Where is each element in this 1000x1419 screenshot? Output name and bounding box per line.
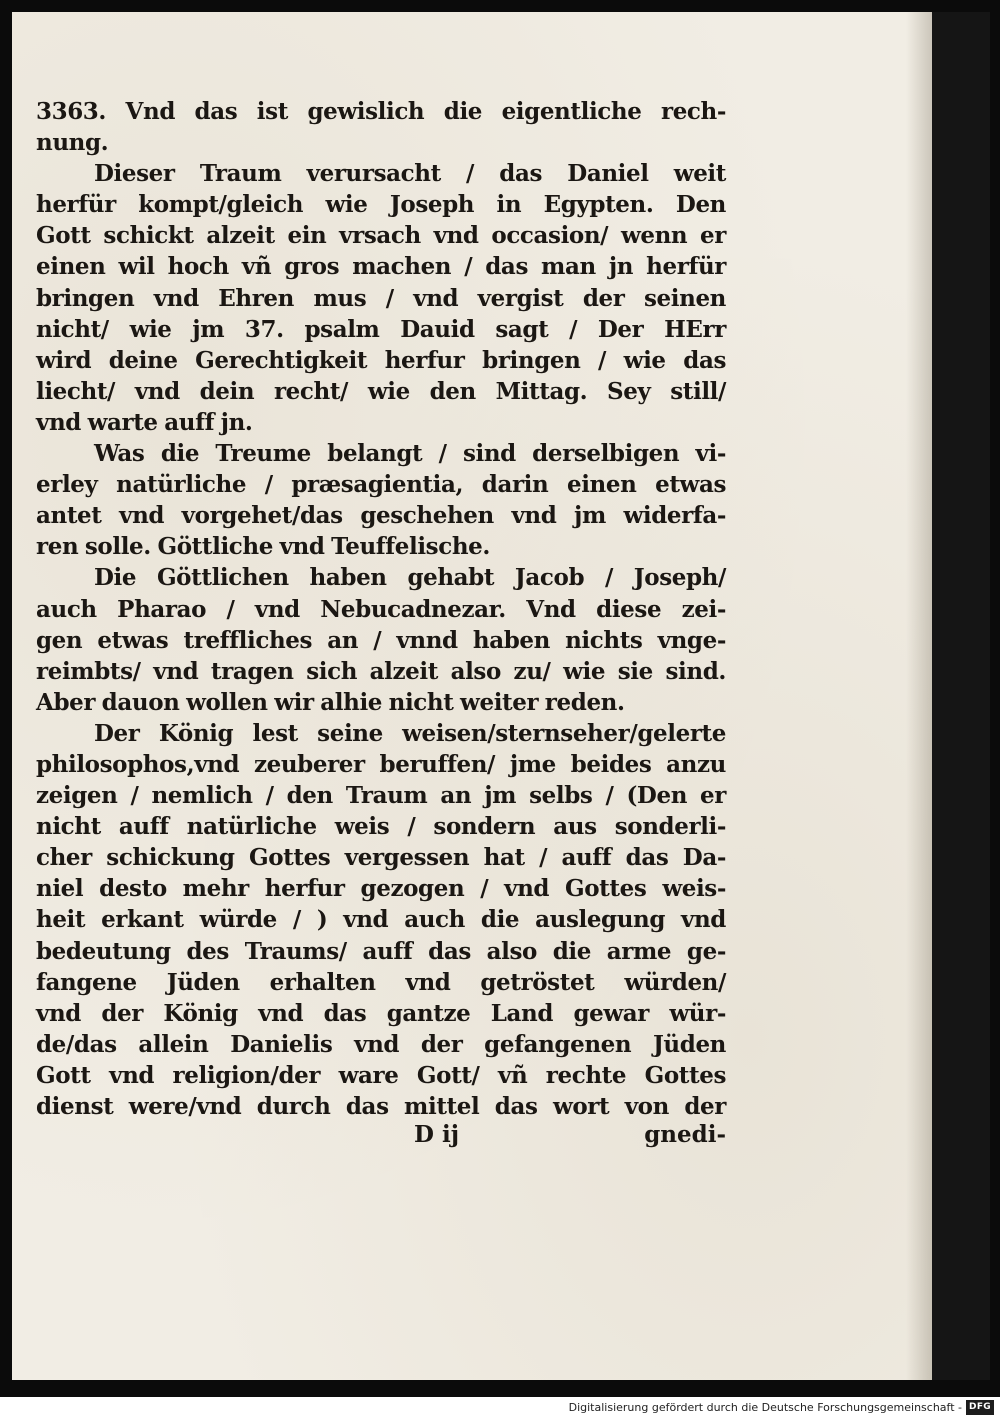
text-line: niel desto mehr herfur gezogen / vnd Gottes weis-: [36, 875, 726, 903]
text-line: bedeutung des Traums/ auff das also die arme ge-: [36, 937, 726, 965]
text-line: Aber dauon wollen wir alhie nicht weiter reden.: [36, 688, 625, 716]
text-line: dienst were/vnd durch das mittel das wort von der: [36, 1093, 726, 1120]
text-line: nicht auff natürliche weis / sondern aus sonderli-: [36, 813, 726, 841]
text-line: ren solle. Göttliche vnd Teuffelische.: [36, 533, 490, 561]
catchword: gnedi-: [644, 1121, 726, 1148]
text-line: vnd der König vnd das gantze Land gewar wür-: [36, 999, 726, 1027]
signature-mark: D ij: [414, 1121, 460, 1148]
text-line: fangene Jüden erhalten vnd getröstet würden/: [36, 968, 726, 996]
text-line: Gott vnd religion/der ware Gott/ vñ rechte Gottes: [36, 1061, 726, 1089]
text-line: einen wil hoch vñ gros machen / das man jn herfür: [36, 253, 726, 281]
text-line: Dieser Traum verursacht / das Daniel weit: [94, 160, 726, 188]
text-line: erley natürliche / præsagientia, darin einen etwas: [36, 471, 726, 499]
text-line: nung.: [36, 129, 109, 157]
text-line: liecht/ vnd dein recht/ wie den Mittag. Sey still/: [36, 377, 726, 405]
text-line: zeigen / nemlich / den Traum an jm selbs / (Den er: [36, 782, 726, 810]
text-line: gen etwas treffliches an / vnnd haben nichts vnge-: [36, 626, 726, 654]
text-line: Die Göttlichen haben gehabt Jacob / Joseph/: [94, 564, 726, 592]
text-line: reimbts/ vnd tragen sich alzeit also zu/ wie sie sind.: [36, 657, 726, 685]
text-line: philosophos,vnd zeuberer beruffen/ jme beides anzu: [36, 750, 726, 778]
text-line: antet vnd vorgehet/das geschehen vnd jm widerfa-: [36, 502, 726, 530]
text-line: heit erkant würde / ) vnd auch die auslegung vnd: [36, 906, 726, 934]
text-line: herfür kompt/gleich wie Joseph in Egypten. Den: [36, 191, 726, 219]
text-line: de/das allein Danielis vnd der gefangenen Jüden: [36, 1030, 726, 1058]
book-edge: [932, 12, 990, 1380]
text-line: Gott schickt alzeit ein vrsach vnd occasion/ wenn er: [36, 222, 726, 250]
text-line: auch Pharao / vnd Nebucadnezar. Vnd diese zei-: [36, 595, 726, 623]
catchline: [36, 1118, 726, 1152]
digitization-footer: [0, 1397, 1000, 1419]
text-line: cher schickung Gottes vergessen hat / auff das Da-: [36, 844, 726, 872]
text-line: nicht/ wie jm 37. psalm Dauid sagt / Der HErr: [36, 315, 726, 343]
text-line: Der König lest seine weisen/sternseher/gelerte: [94, 719, 726, 747]
funding-credit: Digitalisierung gefördert durch die Deutsche Forschungsgemeinschaft -: [568, 1401, 962, 1414]
text-line: bringen vnd Ehren mus / vnd vergist der seinen: [36, 284, 726, 312]
text-line: Was die Treume belangt / sind derselbigen vi-: [94, 440, 726, 468]
text-line: vnd warte auff jn.: [36, 408, 253, 436]
text-line: 3363. Vnd das ist gewislich die eigentliche rech-: [36, 98, 726, 125]
text-block: [36, 96, 726, 1122]
book-page: [12, 12, 932, 1380]
text-line: wird deine Gerechtigkeit herfur bringen / wie das: [36, 346, 726, 374]
dfg-logo: DFG: [966, 1400, 994, 1415]
